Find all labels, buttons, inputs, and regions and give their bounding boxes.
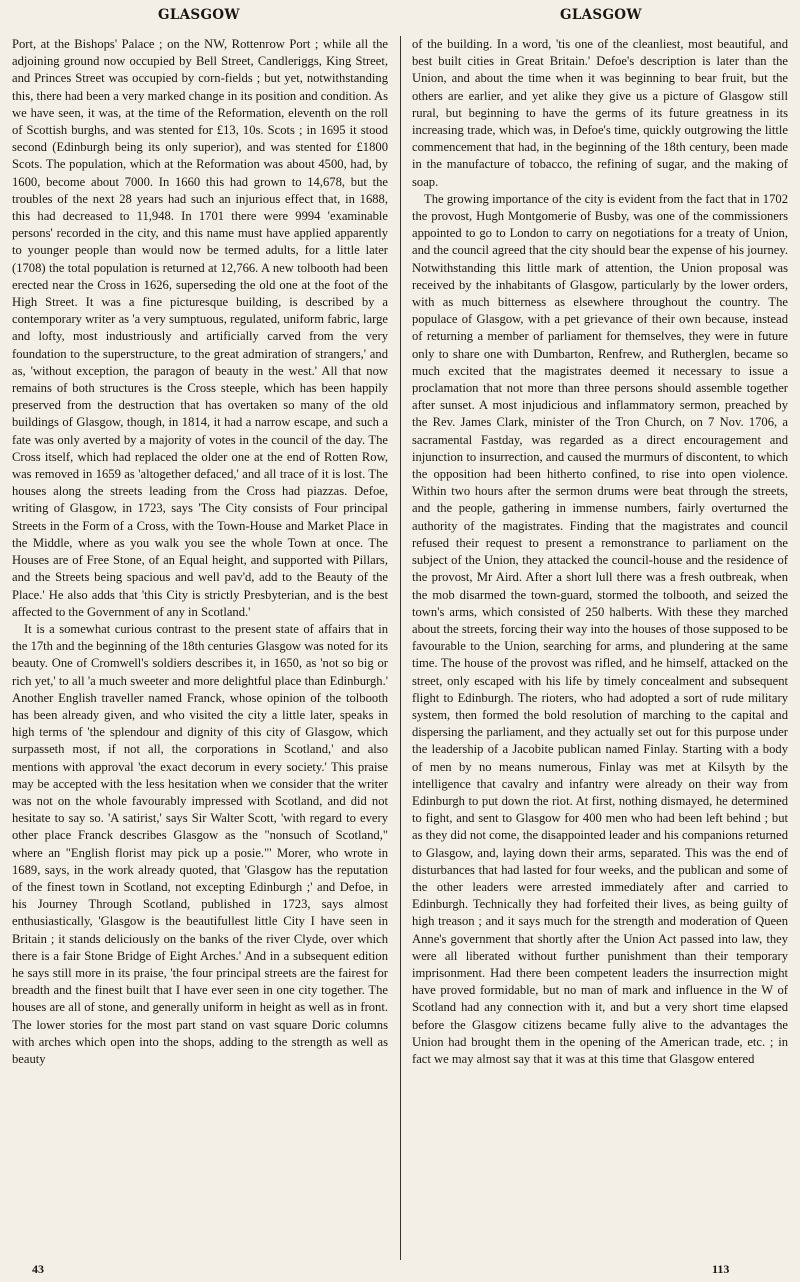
- folio-left: 43: [32, 1262, 44, 1276]
- folio-right: 113: [712, 1262, 730, 1276]
- right-column: [412, 36, 788, 1258]
- running-head-left: GLASGOW: [158, 7, 240, 23]
- paragraph: It is a somewhat curious contrast to the present state of affairs that in the 17th and the beginning of the 18th centuries Glasgow was noted for its beauty. One of Cromwell's soldiers describes it, in 1650, as 'not so big or rich yet,' to all 'a much sweeter and more delightful place than Edinburgh.' Another English traveller named Franck, whose opinion of the tolbooth has been already given, and who visited the city a little later, speaks in high terms of 'the splendour and dignity of this city of Glasgow, which surpasseth most, if not all, the corporations in Scotland,' and also mentions with approval 'the exact decorum in every society.' This praise may be accepted with the less hesitation when we consider that the writer was not on the whole favourably impressed with Scotland, and did not hesitate to say so. 'A satirist,' says Sir Walter Scott, 'with regard to every other place Franck describes Glasgow as the "nonsuch of Scotland," where an "English florist may pick up a posie."' Morer, who wrote in 1689, says, in the work already quoted, that 'Glasgow has the reputation of the finest town in Scotland, not excepting Edinburgh ;' and Defoe, in his Journey Through Scotland, published in 1723, says almost enthusiastically, 'Glasgow is the beautifullest little City I have seen in Britain ; it stands deliciously on the banks of the river Clyde, over which there is a fair Stone Bridge of Eight Arches.' And in a subsequent edition he says still more in its praise, 'the four principal streets are the fairest for breadth and the finest built that I have ever seen in one city together. The houses are all of stone, and generally uniform in height as well as in front. The lower stories for the most part stand on vast square Doric columns with arches which open into the shops, adding to the strength as well as beauty: [12, 621, 388, 1066]
- column-divider: [400, 36, 401, 1260]
- paragraph: Port, at the Bishops' Palace ; on the NW, Rottenrow Port ; while all the adjoining ground now occupied by Bell Street, Candleriggs, King Street, and Princes Street was occupied by corn-fields ; but yet, notwithstanding this, there had been a very marked change in its position and condition. As we have seen, it was, at the time of the Reformation, eleventh on the roll of Scottish burghs, and was stented for £13, 10s. Scots ; in 1695 it stood second (Edinburgh being its only superior), and was stented for £1800 Scots. The population, which at the Reformation was about 4500, had, by 1600, become about 7000. In 1660 this had grown to 14,678, but the troubles of the next 28 years had such an injurious effect that, in 1688, this had decreased to 11,948. In 1701 there were 9994 'examinable persons' recorded in the city, and this name must have applied apparently to younger people than would now be termed adults, for a little later (1708) the total population is returned at 12,766. A new tolbooth had been erected near the Cross in 1626, superseding the old one at the foot of the High Street. It was a fine picturesque building, is described by a contemporary writer as 'a very sumptuous, regulated, uniform fabric, large and lofty, most industriously and artificially carved from the very foundation to the superstructure, to the great admiration of strangers,' and as, 'without exception, the paragon of beauty in the west.' All that now remains of both structures is the Cross steeple, which has been happily preserved from the destruction that has overtaken so many of the old buildings of Glasgow, though, in 1814, it had a narrow escape, and such a fate was only averted by a majority of votes in the council of the day. The Cross itself, which had replaced the older one at the end of Rotten Row, was removed in 1659 as 'altogether defaced,' and all trace of it is lost. The houses along the streets leading from the Cross had piazzas. Defoe, writing of Glasgow, in 1723, says 'The City consists of Four principal Streets in the Form of a Cross, with the Town-House and Market Place in the Middle, where as you walk you see the whole Town at once. The Houses are of Free Stone, of an Equal height, and supported with Pillars, and the Streets being spacious and well pav'd, add to the Beauty of the Place.' He also adds that 'this City is strictly Presbyterian, and is the best affected to the Government of any in Scotland.': [12, 37, 388, 619]
- left-column: [12, 36, 388, 1258]
- paragraph: The growing importance of the city is evident from the fact that in 1702 the provost, Hugh Montgomerie of Busby, was one of the commissioners appointed to go to London to carry on negotiations for a treaty of Union, and the council agreed that the city should bear the expense of his journey. Notwithstanding this little mark of attention, the Union proposal was received by the inhabitants of Glasgow, particularly by the lower orders, with as much bitterness as elsewhere throughout the country. The populace of Glasgow, with a pet grievance of their own because, instead of returning a member of parliament for themselves, they were in future only to share one with Dumbarton, Renfrew, and Rutherglen, became so much excited that the magistrates deemed it necessary to issue a proclamation that not more than three persons should assemble together after sunset. A most injudicious and inflammatory sermon, preached by the Rev. James Clark, minister of the Tron Church, on 7 Nov. 1706, a sacramental Fastday, was regarded as a direct encouragement and injunction to insurrection, and caused the murmurs of discontent, to which the opposition had been hitherto confined, to rise into open violence. Within two hours after the sermon drums were beat through the streets, and the people, gathering in immense numbers, fairly overturned the authority of the magistrates. Finding that the magistrates and council refused their request to present a remonstrance to parliament on the subject of the Union, they attacked the council-house and the residence of the provost, Mr Aird. After a short lull there was a fresh outbreak, when the mob disarmed the town-guard, stormed the tolbooth, and seized the town's arms, which consisted of 250 halberts. With these they marched about the streets, forcing their way into the houses of those supposed to be favourable to the Union, searching for arms, and plundering at the same time. The house of the provost was rifled, and he himself, attacked on the street, only escaped with his life by timely concealment and subsequent flight to Edinburgh. The rioters, who had adopted a sort of rude military system, then formed the bold resolution of marching to the capital and dispersing the parliament, and they actually set out for this purpose under the leadership of a Jacobite publican named Finlay. Starting with a body of men by no means numerous, Finlay was met at Kilsyth by the intelligence that cavalry and infantry were already on their way from Edinburgh to put down the riot. At first, nothing dismayed, he determined to fight, and sent to Glasgow for 400 men who had been left behind ; but as they did not come, the disappointed leader and his companions returned to Glasgow, and, laying down their arms, separated. This was the end of disturbances that had lasted for four weeks, and the publican and some of the other leaders were arrested immediately after and carried to Edinburgh. Technically they had forfeited their lives, as being guilty of high treason ; and it says much for the strength and moderation of Queen Anne's government that shortly after the Union Act passed into law, they were all liberated without further punishment than their temporary imprisonment. Had there been competent leaders the insurrection might have proved formidable, but no man of mark and influence in the W of Scotland had any connection with it, and but a very short time elapsed before the Glasgow citizens became fully alive to the advantages the Union had brought them in the opening of the American trade, etc. ; in fact we may almost say that it was at this time that Glasgow entered: [412, 191, 788, 1066]
- paragraph: of the building. In a word, 'tis one of the cleanliest, most beautiful, and best built cities in Great Britain.' Defoe's description is later than the Union, and about the time when it was beginning to bear fruit, but the others are earlier, and yet alike they give us a picture of Glasgow still rural, but beginning to have the germs of its future greatness in its increasing trade, which was, in Defoe's time, quickly outgrowing the little commencement that had, in the beginning of the 18th century, been made in the manufacture of tobacco, the refining of sugar, and the making of soap.: [412, 37, 788, 189]
- running-head-right: GLASGOW: [560, 7, 642, 23]
